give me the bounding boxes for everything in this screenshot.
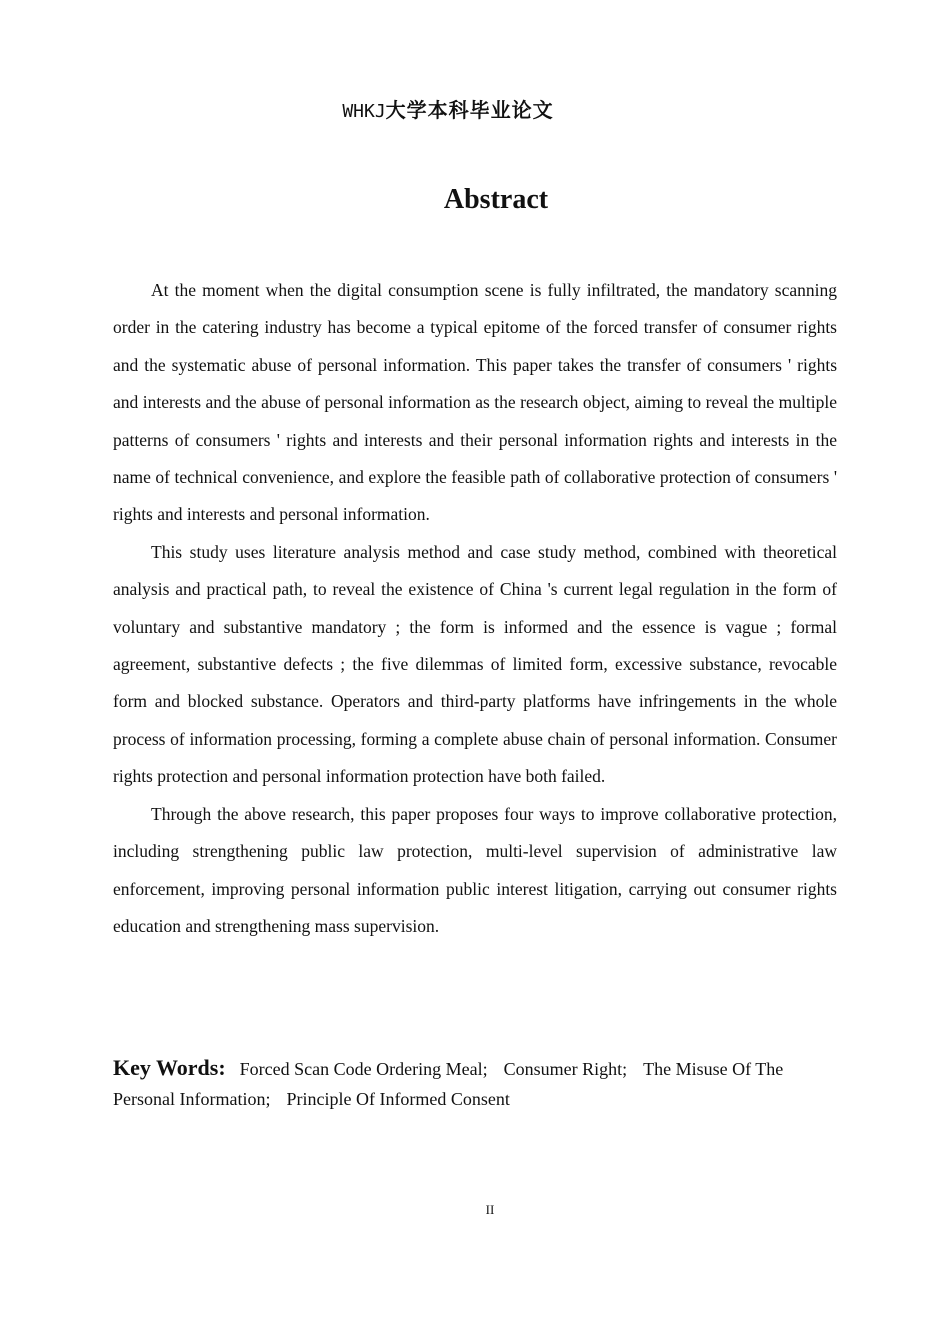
keyword-item: Consumer Right;: [503, 1059, 628, 1079]
keywords-label: Key Words:: [113, 1055, 226, 1080]
abstract-title: Abstract: [443, 184, 549, 215]
keyword-item: Forced Scan Code Ordering Meal;: [239, 1059, 488, 1079]
page-number: II: [485, 1202, 495, 1217]
keyword-item: Principle Of Informed Consent: [286, 1089, 510, 1109]
header-latin-text: WHKJ: [342, 101, 386, 122]
abstract-body: [113, 272, 837, 945]
keywords-block: [113, 1053, 837, 1114]
keyword-item: The Misuse Of The Personal Information;: [113, 1059, 784, 1109]
abstract-paragraph-1: At the moment when the digital consumption scene is fully infiltrated, the mandatory scanning order in the catering industry has become a typical epitome of the forced transfer of consumer rights and the systematic abuse of personal information. This paper takes the transfer of consumers ' rights and interests and the abuse of personal information as the research object, aiming to reveal the multiple patterns of consumers ' rights and interests and their personal information rights and interests in the name of technical convenience, and explore the feasible path of collaborative protection of consumers ' rights and interests and personal information.: [113, 280, 837, 525]
header-cjk-text: 大学本科毕业论文: [385, 98, 554, 122]
running-header: [0, 94, 896, 123]
abstract-paragraph-2: This study uses literature analysis method and case study method, combined with theoretical analysis and practical path, to reveal the existence of China 's current legal regulation in the form of voluntary and substantive mandatory ; the form is informed and the essence is vague ; formal agreement, substantive defects ; the five dilemmas of limited form, excessive substance, revocable form and blocked substance. Operators and third-party platforms have infringements in the whole process of information processing, forming a complete abuse chain of personal information. Consumer rights protection and personal information protection have both failed.: [113, 541, 837, 787]
abstract-paragraph-3: Through the above research, this paper proposes four ways to improve collaborative protection, including strengthening public law protection, multi-level supervision of administrative law enforcement, improving personal information public interest litigation, carrying out consumer rights education and strengthening mass supervision.: [113, 803, 837, 936]
